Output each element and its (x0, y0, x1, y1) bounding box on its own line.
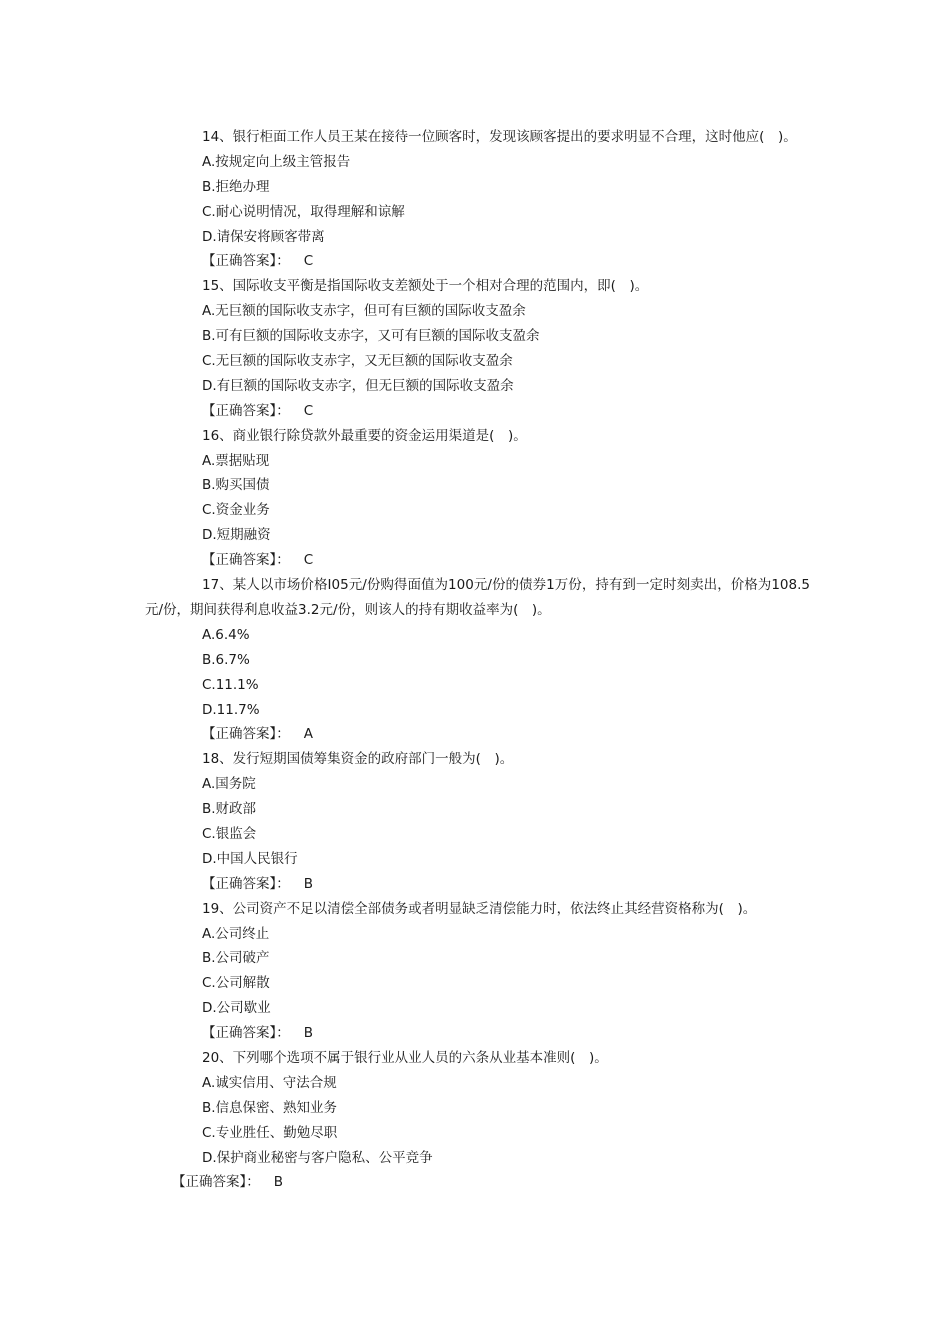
question-19 (145, 897, 810, 1046)
answer-label: 【正确答案】： (202, 253, 290, 270)
answer-value: B (303, 875, 314, 892)
option-b: B.可有巨额的国际收支赤字，又可有巨额的国际收支盈余 (202, 328, 540, 345)
option-c: C.公司解散 (202, 975, 270, 992)
option-a: A.6.4% (202, 626, 250, 643)
question-17 (145, 573, 810, 747)
answer-line (145, 872, 810, 897)
question-stem: 16、商业银行除贷款外最重要的资金运用渠道是( )。 (202, 427, 527, 444)
option-a: A.无巨额的国际收支赤字，但可有巨额的国际收支盈余 (202, 303, 526, 320)
option-b: B.财政部 (202, 801, 257, 818)
answer-label: 【正确答案】： (202, 1025, 290, 1042)
question-stem: 14、银行柜面工作人员王某在接待一位顾客时，发现该顾客提出的要求明显不合理，这时他应( )。 (202, 129, 797, 145)
answer-line (145, 548, 810, 573)
question-20 (145, 1046, 810, 1195)
option-c: C.资金业务 (202, 502, 270, 519)
option-c: C.耐心说明情况，取得理解和谅解 (202, 203, 405, 220)
question-stem: 19、公司资产不足以清偿全部债务或者明显缺乏清偿能力时，依法终止其经营资格称为( )。 (202, 900, 757, 917)
question-stem: 17、某人以市场价格I05元/份购得面值为100元/份的债券1万份，持有到一定时刻卖出，价格为108.5元/份，期间获得利息收益3.2元/份，则该人的持有期收益率为( )。 (145, 577, 810, 618)
answer-label: 【正确答案】： (202, 875, 290, 892)
option-d: D.公司歇业 (202, 1000, 271, 1017)
question-18 (145, 747, 810, 896)
option-b: B.信息保密、熟知业务 (202, 1099, 338, 1116)
option-a: A.按规定向上级主管报告 (202, 153, 351, 170)
answer-label: 【正确答案】： (202, 402, 290, 419)
option-c: C.无巨额的国际收支赤字，又无巨额的国际收支盈余 (202, 353, 513, 370)
question-16 (145, 424, 810, 573)
option-d: D.中国人民银行 (202, 850, 298, 867)
answer-value: C (303, 402, 314, 419)
answer-line (145, 249, 810, 274)
question-15 (145, 274, 810, 423)
option-d: D.短期融资 (202, 527, 271, 544)
question-stem: 20、下列哪个选项不属于银行业从业人员的六条从业基本准则( )。 (202, 1050, 608, 1066)
option-a: A.国务院 (202, 776, 256, 793)
question-14 (145, 125, 810, 274)
answer-line (145, 1021, 810, 1046)
option-c: C.11.1% (202, 676, 259, 693)
answer-line (145, 399, 810, 424)
question-stem: 18、发行短期国债筹集资金的政府部门一般为( )。 (202, 751, 514, 768)
answer-value: B (273, 1174, 284, 1191)
option-d: D.请保安将顾客带离 (202, 228, 325, 245)
option-a: A.公司终止 (202, 925, 270, 942)
answer-value: B (303, 1025, 314, 1042)
answer-line (145, 722, 810, 747)
option-a: A.诚实信用、守法合规 (202, 1074, 337, 1091)
document-body (145, 125, 810, 1195)
option-d: D.有巨额的国际收支赤字，但无巨额的国际收支盈余 (202, 377, 514, 394)
answer-label: 【正确答案】： (202, 552, 290, 569)
option-b: B.购买国债 (202, 477, 270, 494)
answer-label: 【正确答案】： (202, 726, 290, 743)
option-b: B.拒绝办理 (202, 178, 270, 195)
answer-value: C (303, 253, 314, 270)
option-d: D.11.7% (202, 701, 260, 718)
option-a: A.票据贴现 (202, 452, 270, 469)
answer-line (145, 1170, 810, 1195)
option-c: C.银监会 (202, 825, 257, 842)
option-b: B.公司破产 (202, 950, 270, 967)
answer-value: A (303, 726, 313, 743)
option-c: C.专业胜任、勤勉尽职 (202, 1124, 338, 1141)
option-b: B.6.7% (202, 651, 250, 668)
question-stem: 15、国际收支平衡是指国际收支差额处于一个相对合理的范围内，即( )。 (202, 278, 649, 295)
option-d: D.保护商业秘密与客户隐私、公平竞争 (202, 1149, 433, 1166)
answer-value: C (303, 552, 314, 569)
answer-label: 【正确答案】： (172, 1174, 260, 1191)
